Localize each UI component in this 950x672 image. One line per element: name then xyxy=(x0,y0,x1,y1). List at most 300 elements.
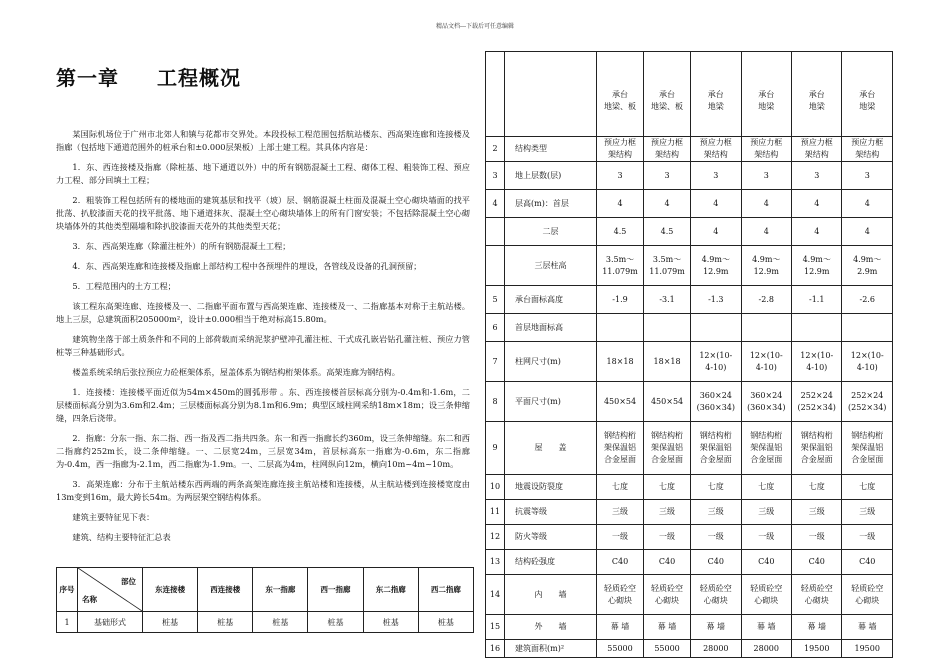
cell-line: 心砌块 xyxy=(855,595,880,605)
cell xyxy=(842,137,893,162)
cell xyxy=(842,218,893,246)
cell-line: 28000 xyxy=(753,643,779,653)
cell xyxy=(597,550,644,575)
paragraph: 5．工程范围内的土方工程； xyxy=(72,281,176,291)
cell-line: 架结构 xyxy=(855,150,880,159)
cell xyxy=(644,500,691,525)
cell xyxy=(597,190,644,218)
cell-line: 三级 xyxy=(659,507,676,516)
cell-line: C40 xyxy=(758,557,775,566)
paragraph: 某国际机场位于广州市北郊人和镇与花都市交界处。本段投标工程范围包括航站楼东、西高架连廊和连接楼及指廊（包括地下通道范围外的桩承台和±0.000层架板）上部土建工程。其具体内容是： xyxy=(56,129,470,152)
cell xyxy=(644,525,691,550)
cell: 桩基 xyxy=(363,612,418,633)
row-name: 内 墙 xyxy=(505,575,597,615)
row-num: 14 xyxy=(486,575,505,615)
cell-line: 架结构 xyxy=(655,150,680,159)
cell xyxy=(741,286,791,314)
row-name: 结构类型 xyxy=(505,137,597,162)
cell-line: -2.6 xyxy=(859,294,875,304)
cell-line: 252×24 xyxy=(851,390,884,400)
cell-line: (252×34) xyxy=(797,402,836,412)
cell-line: -3.1 xyxy=(659,294,675,304)
cell-line: 幕 墙 xyxy=(657,622,677,631)
cell-line: 4.5 xyxy=(613,226,627,236)
chapter-title: 工程概况 xyxy=(157,66,241,90)
cell xyxy=(741,382,791,422)
row-num: 12 xyxy=(486,525,505,550)
cell-line: 架结构 xyxy=(608,150,633,159)
cell xyxy=(597,137,644,162)
cell xyxy=(842,382,893,422)
summary-table-head xyxy=(56,567,474,633)
cell xyxy=(741,137,791,162)
col-header: 西一指廊 xyxy=(308,568,363,612)
cell xyxy=(741,162,791,190)
cell xyxy=(691,422,741,475)
cell xyxy=(792,525,842,550)
cell-line: C40 xyxy=(611,557,629,566)
row-num: 1 xyxy=(57,612,78,633)
cell-line: 4 xyxy=(664,198,670,208)
row-name: 基础形式 xyxy=(78,612,143,633)
table-row xyxy=(486,500,893,525)
cell-line: -1.3 xyxy=(708,294,724,304)
cell xyxy=(842,615,893,640)
cell-line: 28000 xyxy=(703,643,729,653)
cell xyxy=(691,615,741,640)
cell-line: 地梁、板 xyxy=(604,102,637,111)
cell-line: C40 xyxy=(658,557,676,566)
cell xyxy=(792,615,842,640)
row-name: 建筑面积(m)² xyxy=(505,640,597,658)
cell-line: 2.9m xyxy=(857,266,878,276)
header-part: 部位 xyxy=(121,577,136,586)
cell xyxy=(741,422,791,475)
cell xyxy=(842,190,893,218)
cell-line: 地梁 xyxy=(707,102,724,111)
cell xyxy=(644,422,691,475)
cell-line: 承台 xyxy=(612,90,629,99)
row-name: 防火等级 xyxy=(505,525,597,550)
cell xyxy=(842,475,893,500)
col-header: 西连接楼 xyxy=(198,568,253,612)
cell xyxy=(644,218,691,246)
table-row xyxy=(486,218,893,246)
row-name: 地上层数(层) xyxy=(505,162,597,190)
table-row xyxy=(486,382,893,422)
cell-line: 三级 xyxy=(808,507,825,516)
cell-line: 架结构 xyxy=(703,150,728,159)
cell-line: 七度 xyxy=(659,482,676,491)
cell xyxy=(792,550,842,575)
cell-line: 承台 xyxy=(659,90,676,99)
cell-line: 4 xyxy=(864,198,870,208)
cell-line: 架结构 xyxy=(754,150,779,159)
cell-line: 3.5m～ xyxy=(652,254,682,264)
row-name: 承台面标高度 xyxy=(505,286,597,314)
cell-line: 架保温铝 xyxy=(651,443,684,452)
row-num: 13 xyxy=(486,550,505,575)
row-name: 首层地面标高 xyxy=(505,314,597,342)
cell xyxy=(691,500,741,525)
cell xyxy=(842,575,893,615)
row-num: 11 xyxy=(486,500,505,525)
paragraph: 建筑主要特征见下表： xyxy=(72,512,155,522)
cell-line: 3.5m～ xyxy=(605,254,635,264)
cell: 桩基 xyxy=(253,612,308,633)
cell-line: 地梁 xyxy=(758,102,775,111)
cell xyxy=(597,575,644,615)
cell xyxy=(597,162,644,190)
col-header: 东一指廊 xyxy=(253,568,308,612)
cell: 桩基 xyxy=(418,612,473,633)
row-name: 外 墙 xyxy=(505,615,597,640)
cell-line: 12×(10- xyxy=(749,350,783,360)
cell-line: 七度 xyxy=(808,482,825,491)
row-num: 15 xyxy=(486,615,505,640)
table-row xyxy=(486,575,893,615)
cell xyxy=(597,246,644,286)
cell-line: 3 xyxy=(617,170,623,180)
cell-line: 4 xyxy=(763,198,769,208)
cell-line: 合金屋面 xyxy=(750,455,783,464)
cell xyxy=(792,286,842,314)
cell-line: 心砌块 xyxy=(804,595,829,605)
cell xyxy=(691,137,741,162)
cell-line: 4 xyxy=(864,226,870,236)
cell xyxy=(842,286,893,314)
cell-line: 架保温铝 xyxy=(604,443,637,452)
cell xyxy=(792,342,842,382)
cell-line: 三级 xyxy=(612,507,629,516)
cell-line: 4 xyxy=(814,226,820,236)
cell xyxy=(644,52,691,137)
cell xyxy=(741,640,791,658)
row-name: 平面尺寸(m) xyxy=(505,382,597,422)
cell-line: 4 xyxy=(814,198,820,208)
cell-line: 4-10) xyxy=(806,362,828,372)
cell-line: 预应力框 xyxy=(651,138,684,147)
cell xyxy=(842,640,893,658)
cell-line: 4.9m～ xyxy=(853,254,882,264)
cell xyxy=(691,382,741,422)
cell xyxy=(741,190,791,218)
cell xyxy=(691,475,741,500)
cell-line: (360×34) xyxy=(747,402,786,412)
cell-line: 架保温铝 xyxy=(800,443,833,452)
cell-line: 预应力框 xyxy=(851,138,884,147)
cell xyxy=(792,218,842,246)
cell-line: 七度 xyxy=(612,482,629,491)
cell-line: 18×18 xyxy=(653,356,681,366)
cell-line: 幕 墙 xyxy=(610,622,630,631)
col-header: 东连接楼 xyxy=(143,568,198,612)
table-row xyxy=(486,422,893,475)
summary-table-continued xyxy=(485,51,893,658)
table-row xyxy=(486,137,893,162)
cell xyxy=(741,500,791,525)
cell xyxy=(792,137,842,162)
cell-line: 轻质砼空 xyxy=(651,583,684,593)
cell-line: 钢结构桁 xyxy=(651,431,684,440)
row-num xyxy=(486,52,505,137)
cell-line: -1.1 xyxy=(809,294,825,304)
cell xyxy=(644,314,691,342)
cell-line: 4.9m～ xyxy=(802,254,831,264)
cell xyxy=(691,575,741,615)
row-num: 7 xyxy=(486,342,505,382)
paragraph: 3．高架连廊：分布于主航站楼东西两端的两条高架连廊连接主航站楼和连接楼，从主航站楼到连接楼宽度由13m变到16m，最大跨长54m。为两层架空钢结构体系。 xyxy=(56,479,470,502)
cell-line: 承台 xyxy=(859,90,876,99)
cell xyxy=(691,218,741,246)
chapter-heading xyxy=(56,62,470,91)
cell-line: 450×54 xyxy=(650,396,684,406)
cell xyxy=(741,246,791,286)
cell-line: 钢结构桁 xyxy=(750,431,783,440)
cell-line: 合金屋面 xyxy=(651,455,684,464)
cell xyxy=(741,575,791,615)
cell xyxy=(842,314,893,342)
cell xyxy=(644,382,691,422)
cell-line: 轻质砼空 xyxy=(800,583,833,593)
row-num: 3 xyxy=(486,162,505,190)
cell xyxy=(644,342,691,382)
cell xyxy=(644,246,691,286)
table-row xyxy=(486,246,893,286)
cell-line: 心砌块 xyxy=(754,595,779,605)
cell xyxy=(644,137,691,162)
header-diagonal xyxy=(78,568,143,612)
cell-line: 12.9m xyxy=(804,266,830,276)
cell-line: 轻质砼空 xyxy=(699,583,732,593)
cell xyxy=(741,475,791,500)
cell xyxy=(644,640,691,658)
cell-line: 预应力框 xyxy=(699,138,732,147)
cell-line: 预应力框 xyxy=(800,138,833,147)
cell-line: 3 xyxy=(713,170,719,180)
header-name: 名称 xyxy=(82,595,97,604)
paragraph: 4．东、西高架连廊和连接楼及指廊上部结构工程中各预埋件的埋设，各管线及设备的孔洞预留； xyxy=(72,261,422,271)
cell-line: 12×(10- xyxy=(850,350,884,360)
cell-line: C40 xyxy=(707,557,724,566)
cell xyxy=(597,218,644,246)
cell-line: 合金屋面 xyxy=(800,455,833,464)
cell-line: 三级 xyxy=(707,507,724,516)
cell-line: 七度 xyxy=(859,482,876,491)
cell xyxy=(741,218,791,246)
cell-line: 轻质砼空 xyxy=(851,583,884,593)
row-name: 二层 xyxy=(505,218,597,246)
cell xyxy=(792,640,842,658)
cell xyxy=(842,246,893,286)
cell xyxy=(644,162,691,190)
cell-line: 一级 xyxy=(808,532,825,541)
cell xyxy=(842,550,893,575)
paragraph: 建筑物坐落于部土质条件和不同的上部荷载而采纳泥浆护壁冲孔灌注桩、干式成孔嵌岩钻孔灌注桩、预应力管桩等三种基础形式。 xyxy=(56,334,470,357)
cell xyxy=(691,550,741,575)
cell xyxy=(597,500,644,525)
cell-line: 12.9m xyxy=(703,266,729,276)
cell-line: 360×24 xyxy=(750,390,783,400)
cell xyxy=(792,500,842,525)
cell xyxy=(741,525,791,550)
row-name xyxy=(505,52,597,137)
row-name: 屋 盖 xyxy=(505,422,597,475)
cell-line: 11.079m xyxy=(602,266,638,276)
row-num xyxy=(486,246,505,286)
cell-line: 450×54 xyxy=(603,396,637,406)
cell xyxy=(792,314,842,342)
cell xyxy=(792,422,842,475)
cell xyxy=(691,52,741,137)
cell-line: 钢结构桁 xyxy=(851,431,884,440)
cell: 桩基 xyxy=(198,612,253,633)
cell-line: 12×(10- xyxy=(800,350,834,360)
cell-line: 3 xyxy=(664,170,670,180)
cell-line: 合金屋面 xyxy=(699,455,732,464)
cell-line: 预应力框 xyxy=(750,138,783,147)
cell xyxy=(691,342,741,382)
table-row xyxy=(486,342,893,382)
cell xyxy=(792,475,842,500)
col-header: 东二指廊 xyxy=(363,568,418,612)
cell xyxy=(792,162,842,190)
cell-line: 轻质砼空 xyxy=(604,583,637,593)
cell-line: 心砌块 xyxy=(608,595,633,605)
cell xyxy=(597,286,644,314)
table-row xyxy=(486,550,893,575)
row-name: 地震设防裂度 xyxy=(505,475,597,500)
row-name: 结构砼强度 xyxy=(505,550,597,575)
cell-line: 3 xyxy=(763,170,769,180)
table-row xyxy=(486,615,893,640)
cell xyxy=(792,246,842,286)
cell-line: 4-10) xyxy=(705,362,727,372)
cell xyxy=(792,190,842,218)
cell xyxy=(842,422,893,475)
body-text xyxy=(56,128,470,544)
cell xyxy=(691,286,741,314)
cell-line: 幕 墙 xyxy=(756,622,776,631)
cell-line: 幕 墙 xyxy=(857,622,877,631)
row-name: 三层柱高 xyxy=(505,246,597,286)
cell-line: 4 xyxy=(713,198,719,208)
cell-line: 4.9m～ xyxy=(752,254,781,264)
chapter-number: 第一章 xyxy=(56,66,119,90)
cell-line: 252×24 xyxy=(800,390,833,400)
cell-line: 预应力框 xyxy=(604,138,637,147)
cell-line: -1.9 xyxy=(612,294,628,304)
table-row xyxy=(486,640,893,658)
cell xyxy=(792,575,842,615)
paragraph: 3．东、西高架连廊（除灌注桩外）的所有钢筋混凝土工程； xyxy=(72,241,291,251)
paragraph: 2．粗装饰工程包括所有的楼地面的建筑基层和找平（坡）层、钢筋混凝土柱面及混凝土空心砌块墙面的找平批荡、扒胶漆面天花的找平批荡、地下通道抹灰、混凝土空心砌块墙体上的所有门窗安装；不包括除混凝土空心砌块墙体外的其他类型隔墙和除扒胶漆面天花外的其他类型天花； xyxy=(56,195,470,231)
cell xyxy=(842,342,893,382)
cell-line: 55000 xyxy=(654,643,680,653)
cell-line: -2.8 xyxy=(758,294,774,304)
table-row xyxy=(486,525,893,550)
cell-line: 55000 xyxy=(607,643,633,653)
cell-line: 架保温铝 xyxy=(699,443,732,452)
cell-line: 心砌块 xyxy=(655,595,680,605)
table-caption: 建筑、结构主要特征汇总表 xyxy=(72,532,171,542)
paragraph: 该工程东高架连廊、连接楼及一、二指廊平面布置与西高架连廊、连接楼及一、二指廊基本对称于主航站楼。地上三层，总建筑面积205000m²，设计±0.000相当于绝对标高15.80m。 xyxy=(56,301,470,324)
cell-line: 3 xyxy=(814,170,820,180)
col-header: 西二指廊 xyxy=(418,568,473,612)
cell xyxy=(691,162,741,190)
row-num: 9 xyxy=(486,422,505,475)
cell xyxy=(644,550,691,575)
cell xyxy=(597,382,644,422)
cell xyxy=(597,525,644,550)
cell-line: 12.9m xyxy=(753,266,779,276)
cell-line: 19500 xyxy=(854,643,880,653)
paragraph: 楼盖系统采纳后张拉预应力砼框架体系，屋盖体系为钢结构桁架体系。高架连廊为钢结构。 xyxy=(72,367,400,377)
cell-line: 架结构 xyxy=(804,150,829,159)
cell xyxy=(691,190,741,218)
cell xyxy=(691,246,741,286)
cell-line: 4 xyxy=(763,226,769,236)
cell xyxy=(597,314,644,342)
paragraph: 2．指廊：分东一指、东二指、西一指及西二指共四条。东一和西一指廊长约360m，设三条伸缩缝。东二和西二指廊约252m长，设二条伸缩缝。一、二层宽24m，三层宽34m，首层标高东一指廊为-0.6m，东二指廊为-0.4m，西一指廊为-2.1m，西二指廊为-1.9m。一、二层高为4m，柱网纵向12m，横向10m~4m~10m。 xyxy=(56,433,470,469)
cell-line: 4 xyxy=(617,198,623,208)
cell-line: 三级 xyxy=(758,507,775,516)
cell-line: 承台 xyxy=(808,90,825,99)
cell-line: 4-10) xyxy=(755,362,777,372)
cell xyxy=(691,525,741,550)
row-num xyxy=(486,218,505,246)
cell xyxy=(597,422,644,475)
cell-line: 七度 xyxy=(758,482,775,491)
cell-line: 一级 xyxy=(758,532,775,541)
row-num: 5 xyxy=(486,286,505,314)
cell-line: (360×34) xyxy=(696,402,735,412)
cell xyxy=(842,500,893,525)
paragraph: 1．连接楼：连接楼平面近似为54m×450m的圆弧形带 。东、西连接楼首层标高分别为-0.4m和-1.6m，二层楼面标高分别为3.6m和2.4m；三层楼面标高分别为8.1m和6.9m；典型区域柱网采纳18m×18m；设三条伸缩缝，四条后浇带。 xyxy=(56,387,470,423)
paragraph: 1．东、西连接楼及指廊（除桩基、地下通道以外）中的所有钢筋混凝土工程、砌体工程、粗装饰工程、预应力工程、部分回填土工程； xyxy=(56,162,470,185)
table-row xyxy=(57,612,474,633)
cell-line: 轻质砼空 xyxy=(750,583,783,593)
table-row xyxy=(486,314,893,342)
cell-line: 合金屋面 xyxy=(604,455,637,464)
cell-line: 一级 xyxy=(859,532,876,541)
cell-line: 12×(10- xyxy=(699,350,733,360)
cell-line: 11.079m xyxy=(649,266,685,276)
row-name: 层高(m)：首层 xyxy=(505,190,597,218)
cell-line: 地梁 xyxy=(859,102,876,111)
cell xyxy=(741,314,791,342)
table-row xyxy=(486,475,893,500)
table-row xyxy=(486,286,893,314)
header-note: 精品文档---下载后可任意编辑 xyxy=(435,23,515,30)
cell xyxy=(644,575,691,615)
row-name: 抗震等级 xyxy=(505,500,597,525)
cell-line: 3 xyxy=(864,170,870,180)
cell xyxy=(741,550,791,575)
cell xyxy=(741,615,791,640)
cell xyxy=(741,52,791,137)
cell xyxy=(842,525,893,550)
cell xyxy=(741,342,791,382)
cell-line: C40 xyxy=(808,557,825,566)
header-num: 序号 xyxy=(57,568,78,612)
cell xyxy=(597,52,644,137)
row-num: 2 xyxy=(486,137,505,162)
row-num: 6 xyxy=(486,314,505,342)
table-row xyxy=(486,52,893,137)
cell-line: 地梁 xyxy=(808,102,825,111)
cell-line: 架保温铝 xyxy=(750,443,783,452)
